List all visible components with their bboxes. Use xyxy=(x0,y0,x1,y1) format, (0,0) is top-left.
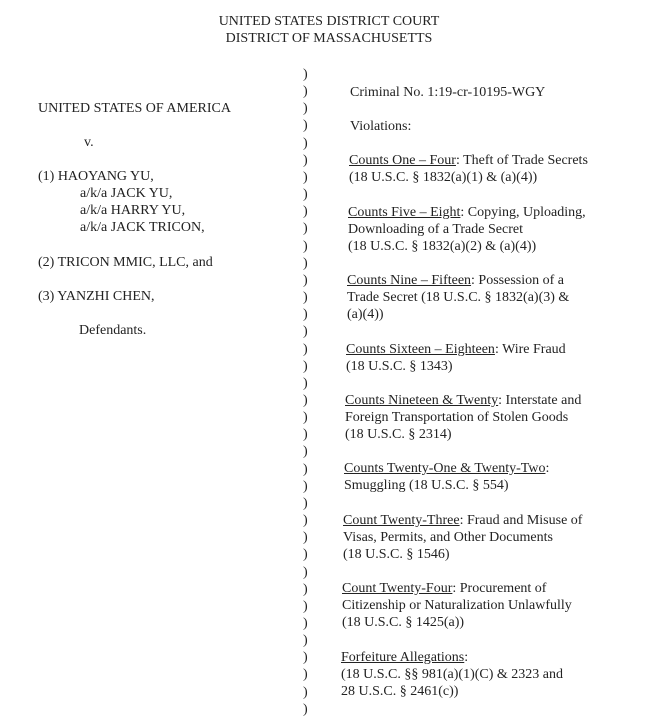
count-text: Visas, Permits, and Other Documents xyxy=(343,530,553,545)
caption-divider-paren: ) xyxy=(303,530,308,546)
count-citation: (18 U.S.C. § 1546) xyxy=(343,547,450,562)
caption-divider-paren: ) xyxy=(303,187,308,203)
count-text: : Wire Fraud xyxy=(494,342,566,357)
count-citation: (18 U.S.C. § 1832(a)(1) & (a)(4)) xyxy=(349,170,538,185)
defendant-2: (2) TRICON MMIC, LLC, and xyxy=(38,255,213,270)
count-text: : Copying, Uploading, xyxy=(460,205,586,220)
caption-divider-paren: ) xyxy=(303,667,308,683)
caption-divider-paren: ) xyxy=(303,238,308,254)
court-district: DISTRICT OF MASSACHUSETTS xyxy=(225,31,433,46)
caption-divider-paren: ) xyxy=(303,684,308,700)
count-text: : xyxy=(545,461,550,476)
plaintiff: UNITED STATES OF AMERICA xyxy=(38,101,231,116)
caption-divider-paren: ) xyxy=(303,358,308,374)
caption-divider-paren: ) xyxy=(303,204,308,220)
caption-divider-paren: ) xyxy=(303,101,308,117)
count-text: : xyxy=(464,650,469,665)
count-entry xyxy=(341,649,468,666)
count-title: Count Twenty-Three xyxy=(343,513,460,528)
caption-divider-paren: ) xyxy=(303,135,308,151)
count-text: : Interstate and xyxy=(498,393,582,408)
caption-divider-paren: ) xyxy=(303,118,308,134)
defendant-1-aka: a/k/a HARRY YU, xyxy=(80,203,186,218)
defendant-1-aka: a/k/a JACK YU, xyxy=(80,186,173,201)
caption-divider-paren: ) xyxy=(303,341,308,357)
defendant-3: (3) YANZHI CHEN, xyxy=(38,289,155,304)
count-text: : Procurement of xyxy=(452,581,547,596)
count-entry xyxy=(343,512,582,529)
caption-divider-paren: ) xyxy=(303,581,308,597)
caption-divider-paren: ) xyxy=(303,255,308,271)
count-entry xyxy=(344,460,549,477)
caption-divider-paren: ) xyxy=(303,461,308,477)
caption-divider-paren: ) xyxy=(303,392,308,408)
versus: v. xyxy=(84,135,94,150)
count-title: Counts Nine – Fifteen xyxy=(347,273,472,288)
caption-divider xyxy=(303,66,308,718)
caption-divider-paren: ) xyxy=(303,513,308,529)
count-text: Foreign Transportation of Stolen Goods xyxy=(345,410,569,425)
caption-divider-paren: ) xyxy=(303,650,308,666)
caption-divider-paren: ) xyxy=(303,410,308,426)
count-text: : Fraud and Misuse of xyxy=(459,513,583,528)
count-entry xyxy=(345,392,581,409)
caption-divider-paren: ) xyxy=(303,598,308,614)
caption-divider-paren: ) xyxy=(303,67,308,82)
criminal-number: Criminal No. 1:19-cr-10195-WGY xyxy=(350,85,546,100)
count-title: Counts Five – Eight xyxy=(348,205,461,220)
caption-divider-paren: ) xyxy=(303,444,308,460)
defendant-1-aka: a/k/a JACK TRICON, xyxy=(80,220,205,235)
caption-divider-paren: ) xyxy=(303,152,308,168)
count-text: : Possession of a xyxy=(471,273,564,288)
count-entry xyxy=(346,341,566,358)
caption-divider-paren: ) xyxy=(303,701,308,717)
count-citation: 28 U.S.C. § 2461(c)) xyxy=(341,684,459,699)
count-citation: (18 U.S.C. § 1425(a)) xyxy=(342,615,465,630)
caption-divider-paren: ) xyxy=(303,290,308,306)
court-name: UNITED STATES DISTRICT COURT xyxy=(218,14,440,29)
count-citation: (a)(4)) xyxy=(347,307,384,322)
count-citation: (18 U.S.C. §§ 981(a)(1)(C) & 2323 and xyxy=(341,667,564,682)
count-title: Count Twenty-Four xyxy=(342,581,453,596)
caption-divider-paren: ) xyxy=(303,221,308,237)
caption-divider-paren: ) xyxy=(303,478,308,494)
caption-divider-paren: ) xyxy=(303,272,308,288)
caption-divider-paren: ) xyxy=(303,616,308,631)
count-text: Citizenship or Naturalization Unlawfully xyxy=(342,598,572,613)
count-entry xyxy=(347,272,564,289)
count-text: : Theft of Trade Secrets xyxy=(455,153,588,168)
count-title: Counts One – Four xyxy=(349,153,456,168)
count-text: Downloading of a Trade Secret xyxy=(348,222,523,237)
caption-divider-paren: ) xyxy=(303,169,308,185)
count-title: Counts Nineteen & Twenty xyxy=(345,393,499,408)
caption-divider-paren: ) xyxy=(303,324,308,340)
caption-divider-paren: ) xyxy=(303,427,308,443)
count-entry xyxy=(342,580,546,597)
count-entry xyxy=(348,204,586,221)
count-title: Forfeiture Allegations xyxy=(341,650,465,665)
count-entry xyxy=(349,152,588,169)
count-text: Trade Secret (18 U.S.C. § 1832(a)(3) & xyxy=(347,290,570,305)
caption-divider-paren: ) xyxy=(303,564,308,580)
caption-divider-paren: ) xyxy=(303,495,308,511)
caption-divider-paren: ) xyxy=(303,84,308,100)
count-citation: (18 U.S.C. § 1832(a)(2) & (a)(4)) xyxy=(348,239,537,254)
caption-divider-paren: ) xyxy=(303,307,308,323)
defendant-1: (1) HAOYANG YU, xyxy=(38,169,154,184)
count-citation: (18 U.S.C. § 1343) xyxy=(346,359,453,374)
count-citation: (18 U.S.C. § 2314) xyxy=(345,427,452,442)
caption-divider-paren: ) xyxy=(303,633,308,649)
count-title: Counts Sixteen – Eighteen xyxy=(346,342,495,357)
violations-label: Violations: xyxy=(350,119,412,134)
caption-divider-paren: ) xyxy=(303,375,308,391)
count-citation: Smuggling (18 U.S.C. § 554) xyxy=(344,478,509,493)
count-title: Counts Twenty-One & Twenty-Two xyxy=(344,461,546,476)
defendants-label: Defendants. xyxy=(79,323,147,338)
caption-divider-paren: ) xyxy=(303,547,308,563)
